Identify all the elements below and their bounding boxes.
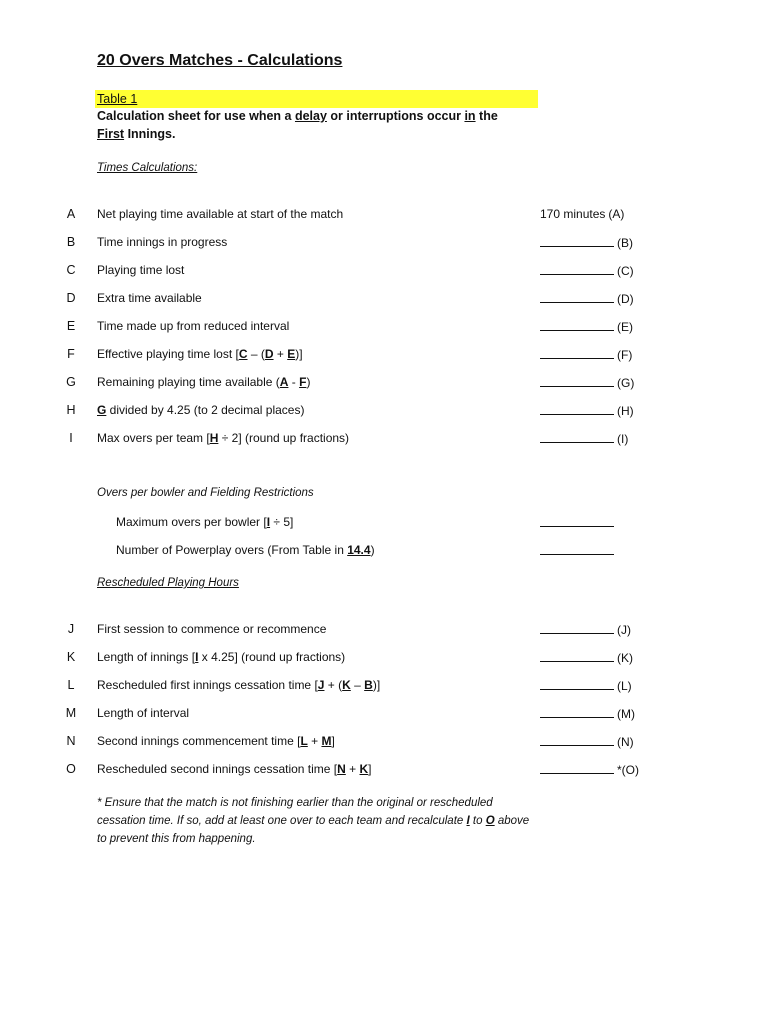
ref-g: G (97, 403, 107, 417)
text-part: – (350, 678, 365, 692)
value-suffix: (I) (617, 432, 629, 446)
text-part: + ( (324, 678, 343, 692)
ref-n: N (337, 762, 346, 776)
desc-in: in (464, 109, 476, 123)
row-value-powerplay (540, 543, 614, 558)
blank-field[interactable] (540, 543, 614, 555)
blank-field[interactable] (540, 678, 614, 690)
footnote (97, 794, 537, 848)
row-value-b (540, 235, 633, 250)
table-label (95, 90, 538, 108)
ref-j: J (317, 678, 325, 692)
row-text-a: Net playing time available at start of the match (97, 207, 344, 221)
ref-k: K (359, 762, 369, 776)
text-part: ] (368, 762, 372, 776)
row-text-e: Time made up from reduced interval (97, 319, 290, 333)
row-text-d: Extra time available (97, 291, 202, 305)
value-suffix: (H) (617, 404, 634, 418)
row-text-o (97, 762, 372, 776)
blank-field[interactable] (540, 263, 614, 275)
row-value-c (540, 263, 634, 278)
blank-field[interactable] (540, 235, 614, 247)
row-value-e (540, 319, 633, 334)
row-letter-g: G (66, 375, 76, 389)
row-letter-b: B (66, 235, 76, 249)
text-part: Second innings commencement time [ (97, 734, 301, 748)
table-label-text: Table 1 (97, 92, 138, 106)
section-overs: Overs per bowler and Fielding Restrictions (97, 487, 314, 499)
text-part: + (345, 762, 360, 776)
section-rescheduled: Rescheduled Playing Hours (97, 577, 239, 589)
text-part: ) (306, 375, 311, 389)
ref-f: F (299, 375, 307, 389)
note-text: above to prevent this from happening. (97, 815, 530, 845)
row-value-a (540, 207, 624, 221)
value-suffix: (G) (617, 376, 635, 390)
ref-o: O (485, 815, 495, 827)
text-part: Effective playing time lost [ (97, 347, 239, 361)
row-text-n (97, 734, 335, 748)
ref-i: I (266, 515, 271, 529)
value-suffix: *(O) (617, 763, 639, 777)
row-value-max-overs (540, 515, 614, 530)
row-value-k (540, 650, 633, 665)
ref-m: M (321, 734, 332, 748)
row-text-max-overs (116, 515, 293, 529)
row-text-k (97, 650, 345, 664)
text-part: + (307, 734, 322, 748)
row-letter-c: C (66, 263, 76, 277)
ref-k: K (342, 678, 351, 692)
value-suffix: (N) (617, 735, 634, 749)
row-text-j: First session to commence or recommence (97, 622, 327, 636)
note-text: to (469, 815, 486, 827)
row-letter-d: D (66, 291, 76, 305)
value-text: 170 minutes (540, 207, 606, 221)
text-part: x 4.25] (round up fractions) (198, 650, 346, 664)
section-times: Times Calculations: (97, 162, 198, 174)
text-part: Maximum overs per bowler [ (116, 515, 267, 529)
value-suffix: (A) (608, 207, 625, 221)
row-value-i (540, 431, 628, 446)
row-value-d (540, 291, 634, 306)
row-letter-m: M (65, 706, 77, 720)
row-value-l (540, 678, 632, 693)
desc-text: or interruptions occur (326, 109, 465, 123)
value-suffix: (F) (617, 348, 633, 362)
row-letter-e: E (66, 319, 76, 333)
text-part: )] (295, 347, 303, 361)
row-value-f (540, 347, 632, 362)
ref-c: C (238, 347, 248, 361)
text-part: Number of Powerplay overs (From Table in (116, 543, 348, 557)
ref-i: I (195, 650, 199, 664)
text-part: + (273, 347, 288, 361)
ref-a: A (279, 375, 289, 389)
blank-field[interactable] (540, 319, 614, 331)
row-letter-k: K (66, 650, 76, 664)
desc-delay: delay (294, 109, 327, 123)
row-value-o (540, 762, 639, 777)
blank-field[interactable] (540, 622, 614, 634)
row-text-l (97, 678, 380, 692)
row-text-m: Length of interval (97, 706, 190, 720)
text-part: Rescheduled first innings cessation time [ (97, 678, 318, 692)
text-part: Remaining playing time available ( (97, 375, 280, 389)
ref-b: B (364, 678, 373, 692)
value-suffix: (J) (617, 623, 631, 637)
value-suffix: (L) (617, 679, 632, 693)
desc-text: the (475, 109, 498, 123)
value-suffix: (C) (617, 264, 634, 278)
blank-field[interactable] (540, 762, 614, 774)
text-part: - (288, 375, 300, 389)
blank-field[interactable] (540, 650, 614, 662)
note-text: * Ensure that the match is not finishing earlier than the original or rescheduled cessation time. If so, add at least one over to each team and recalculate (97, 797, 493, 827)
blank-field[interactable] (540, 347, 614, 359)
blank-field[interactable] (540, 375, 614, 387)
text-part: Length of innings [ (97, 650, 196, 664)
value-suffix: (K) (617, 651, 633, 665)
row-letter-f: F (67, 347, 75, 361)
text-part: ÷ 2] (round up fractions) (218, 431, 350, 445)
blank-field[interactable] (540, 291, 614, 303)
description-line-1 (97, 109, 498, 123)
row-text-f (97, 347, 303, 361)
ref-e: E (287, 347, 296, 361)
row-text-h (97, 403, 304, 417)
row-letter-h: H (66, 403, 76, 417)
text-part: ) (370, 543, 375, 557)
text-part: Rescheduled second innings cessation time [ (97, 762, 338, 776)
row-value-n (540, 734, 634, 749)
text-part: ÷ 5] (270, 515, 294, 529)
page-title: 20 Overs Matches - Calculations (97, 52, 343, 69)
text-part: ] (331, 734, 335, 748)
desc-text: Innings. (124, 127, 176, 141)
value-suffix: (B) (617, 236, 633, 250)
blank-field[interactable] (540, 734, 614, 746)
text-part: )] (372, 678, 381, 692)
row-letter-a: A (66, 207, 76, 221)
row-text-i (97, 431, 349, 445)
value-suffix: (D) (617, 292, 634, 306)
text-part: Max overs per team [ (97, 431, 210, 445)
row-value-g (540, 375, 634, 390)
ref-d: D (264, 347, 274, 361)
desc-first: First (97, 127, 125, 141)
row-text-b: Time innings in progress (97, 235, 228, 249)
row-letter-l: L (67, 678, 75, 692)
desc-text: Calculation sheet for use when a (97, 109, 295, 123)
row-letter-i: I (69, 431, 73, 445)
value-suffix: (M) (617, 707, 635, 721)
row-text-g (97, 375, 310, 389)
row-value-h (540, 403, 634, 418)
blank-field[interactable] (540, 706, 614, 718)
row-letter-j: J (67, 622, 75, 636)
value-suffix: (E) (617, 320, 633, 334)
row-text-powerplay (116, 543, 375, 557)
row-value-m (540, 706, 635, 721)
row-value-j (540, 622, 631, 637)
description-line-2 (97, 127, 175, 141)
blank-field[interactable] (540, 515, 614, 527)
row-letter-o: O (66, 762, 76, 776)
ref-i: I (466, 815, 470, 827)
row-letter-n: N (66, 734, 76, 748)
ref-l: L (300, 734, 308, 748)
ref-h: H (209, 431, 219, 445)
blank-field[interactable] (540, 431, 614, 443)
ref-table: 14.4 (347, 543, 371, 557)
text-part: – ( (247, 347, 265, 361)
row-text-c: Playing time lost (97, 263, 185, 277)
text-part: divided by 4.25 (to 2 decimal places) (106, 403, 305, 417)
blank-field[interactable] (540, 403, 614, 415)
